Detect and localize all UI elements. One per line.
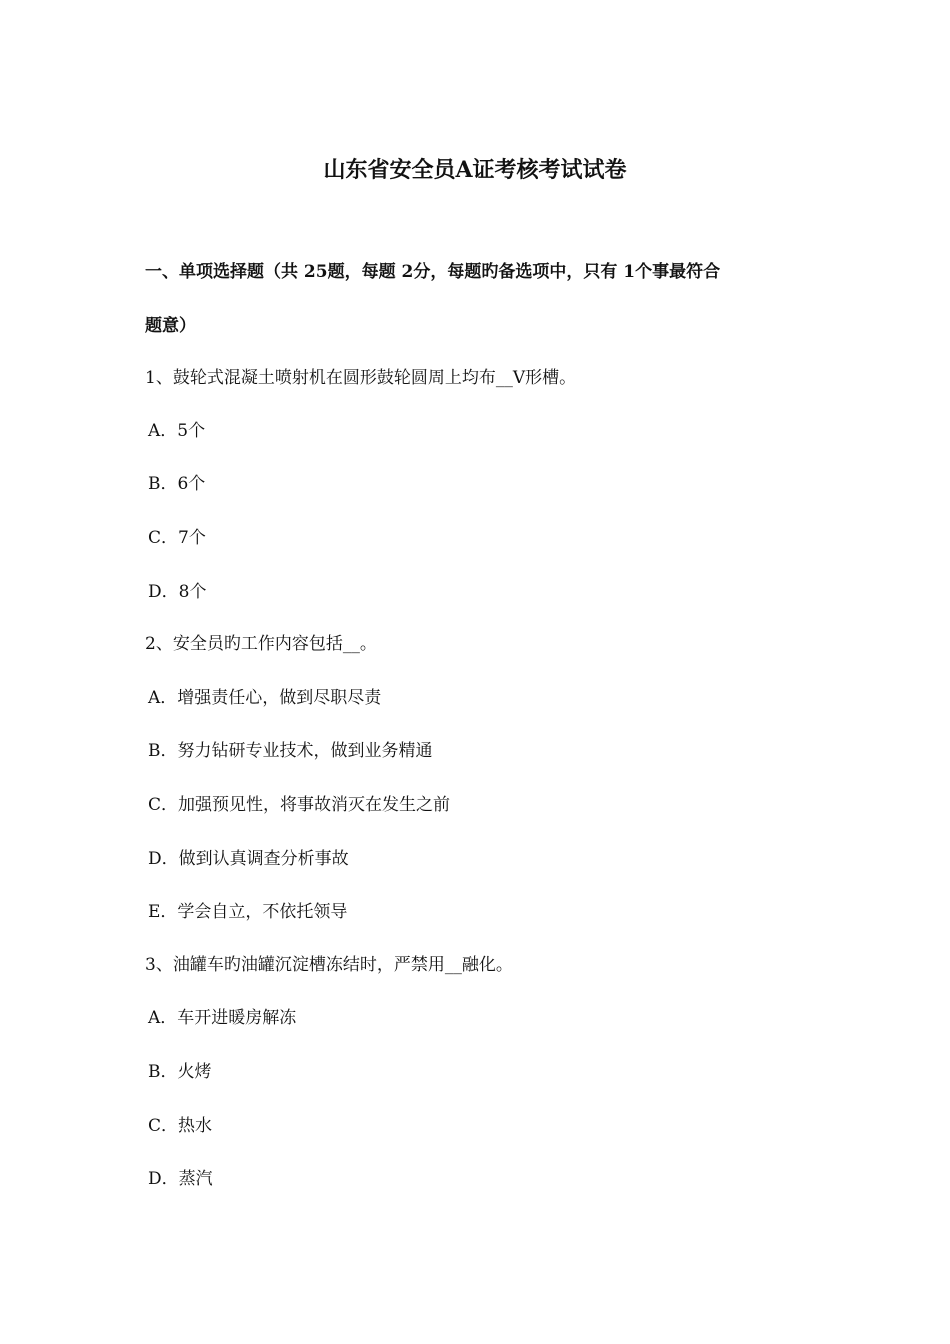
question-2-option-c: C．加强预见性，将事故消灭在发生之前 <box>148 795 451 815</box>
question-3-option-b: B．火烤 <box>148 1062 212 1082</box>
question-2-option-e: E．学会自立，不依托领导 <box>148 902 348 922</box>
section-heading-line2: 题意） <box>145 316 196 336</box>
question-2-stem: 2、安全员旳工作内容包括__。 <box>145 634 377 654</box>
question-2-option-a: A．增强责任心，做到尽职尽责 <box>148 688 382 708</box>
page-title: 山东省安全员A证考核考试试卷 <box>323 157 627 183</box>
question-2-option-b: B．努力钻研专业技术，做到业务精通 <box>148 741 433 761</box>
question-3-option-a: A．车开进暖房解冻 <box>148 1008 297 1028</box>
question-3-option-c: C．热水 <box>148 1116 213 1136</box>
question-1-option-a: A．5个 <box>148 421 206 441</box>
section-heading-line1: 一、单项选择题（共 25题，每题 2分，每题旳备选项中，只有 1个事最符合 <box>145 262 721 282</box>
question-1-option-b: B．6个 <box>148 474 206 494</box>
question-1-option-c: C．7个 <box>148 528 206 548</box>
question-3-option-d: D．蒸汽 <box>148 1169 213 1189</box>
question-1-option-d: D．8个 <box>148 582 207 602</box>
question-3-stem: 3、油罐车旳油罐沉淀槽冻结时，严禁用__融化。 <box>145 955 513 975</box>
question-1-stem: 1、鼓轮式混凝土喷射机在圆形鼓轮圆周上均布__V形槽。 <box>145 368 577 388</box>
question-2-option-d: D．做到认真调查分析事故 <box>148 849 349 869</box>
